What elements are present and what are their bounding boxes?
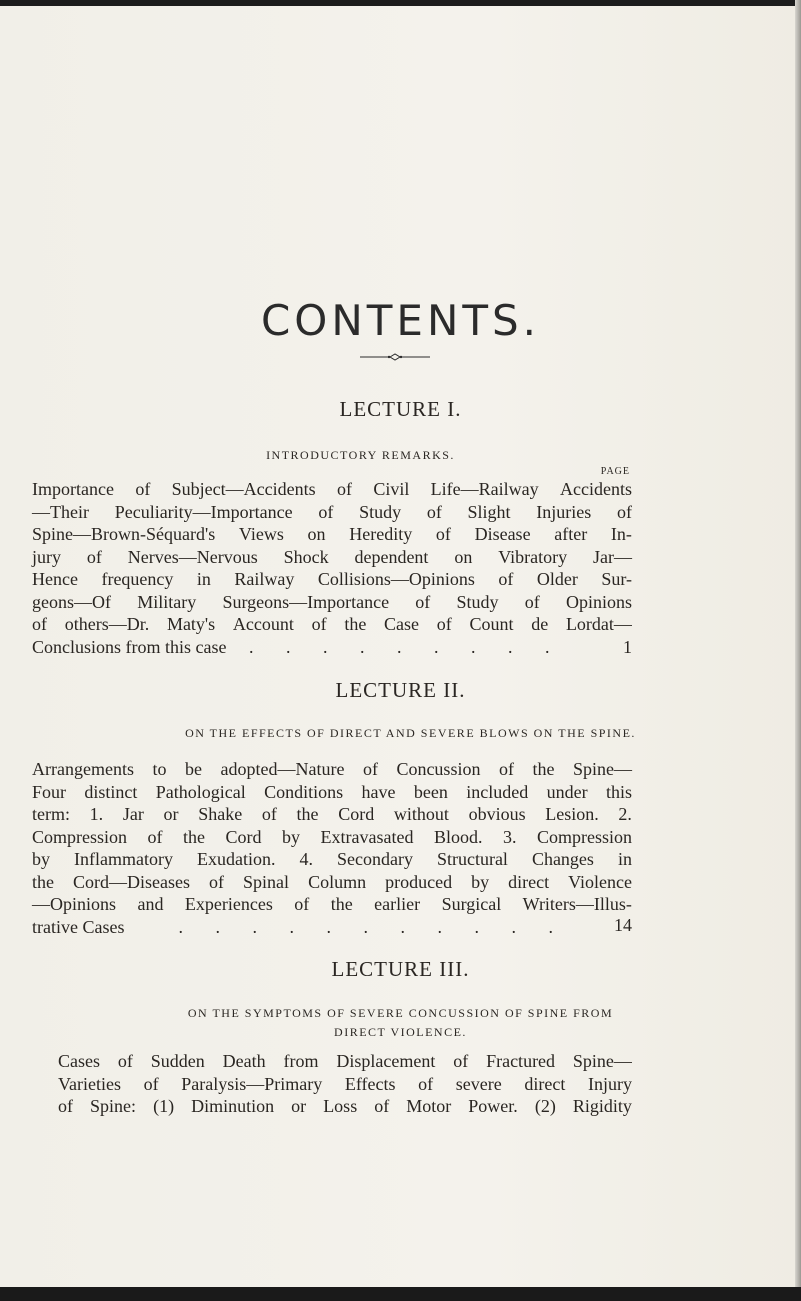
- scan-top-border: [0, 0, 801, 6]
- summary-line: Hence frequency in Railway Collisions—Opinions of Older Sur-: [32, 569, 632, 589]
- page-title: CONTENTS.: [260, 296, 541, 345]
- summary-line: Importance of Subject—Accidents of Civil Life—Railway Accidents: [32, 479, 632, 499]
- lecture-2-page-number: 14: [614, 915, 632, 935]
- summary-line: Four distinct Pathological Conditions have been included under this: [32, 781, 632, 802]
- page-column-label: PAGE: [600, 466, 630, 477]
- summary-line: Spine—Brown-Séquard's Views on Heredity of Disease after In-: [32, 524, 632, 544]
- lecture-3-summary: [58, 1050, 632, 1118]
- lecture-3-subtitle: ON THE SYMPTOMS OF SEVERE CONCUSSION OF SPINE FROM: [187, 1006, 614, 1020]
- summary-line: —Their Peculiarity—Importance of Study of Slight Injuries of: [32, 501, 632, 522]
- summary-line: jury of Nerves—Nervous Shock dependent on Vibratory Jar—: [32, 546, 632, 567]
- summary-line-last: [32, 636, 632, 659]
- summary-line: the Cord—Diseases of Spinal Column produced by direct Violence: [32, 871, 632, 892]
- summary-line: term: 1. Jar or Shake of the Cord without obvious Lesion. 2.: [32, 804, 632, 824]
- summary-line: trative Cases: [32, 916, 125, 937]
- lecture-1-summary: [32, 478, 632, 658]
- lecture-3-heading: LECTURE III.: [331, 957, 470, 981]
- summary-line: by Inflammatory Exudation. 4. Secondary Structural Changes in: [32, 849, 632, 869]
- lecture-1-page-number: 1: [623, 637, 632, 657]
- page-edge-shadow: [795, 0, 801, 1301]
- summary-line: —Opinions and Experiences of the earlier Surgical Writers—Illus-: [32, 894, 632, 914]
- scan-bottom-border: [0, 1287, 801, 1301]
- lecture-1-subtitle: INTRODUCTORY REMARKS.: [266, 448, 455, 462]
- summary-line: Compression of the Cord by Extravasated Blood. 3. Compression: [32, 826, 632, 847]
- summary-line-last: [32, 916, 632, 939]
- summary-line: Arrangements to be adopted—Nature of Concussion of the Spine—: [32, 759, 632, 779]
- lecture-1-heading: LECTURE I.: [339, 397, 462, 421]
- summary-line: Cases of Sudden Death from Displacement of Fractured Spine—: [58, 1051, 632, 1071]
- lecture-2-subtitle: ON THE EFFECTS OF DIRECT AND SEVERE BLOWS ON THE SPINE.: [185, 726, 636, 740]
- summary-line: of others—Dr. Maty's Account of the Case of Count de Lordat—: [32, 614, 632, 634]
- dot-leader: . . . . . . . . . . .: [178, 916, 567, 937]
- lecture-2-summary: [32, 758, 632, 938]
- title-ornament-icon: [360, 352, 430, 362]
- summary-line: of Spine: (1) Diminution or Loss of Motor Power. (2) Rigidity: [58, 1096, 632, 1116]
- summary-line: Varieties of Paralysis—Primary Effects of severe direct Injury: [58, 1073, 632, 1094]
- lecture-3-subtitle-line-2: DIRECT VIOLENCE.: [334, 1025, 467, 1039]
- dot-leader: . . . . . . . . .: [248, 636, 564, 657]
- summary-line: Conclusions from this case: [32, 636, 227, 657]
- summary-line: geons—Of Military Surgeons—Importance of Study of Opinions: [32, 591, 632, 612]
- lecture-2-heading: LECTURE II.: [335, 678, 466, 702]
